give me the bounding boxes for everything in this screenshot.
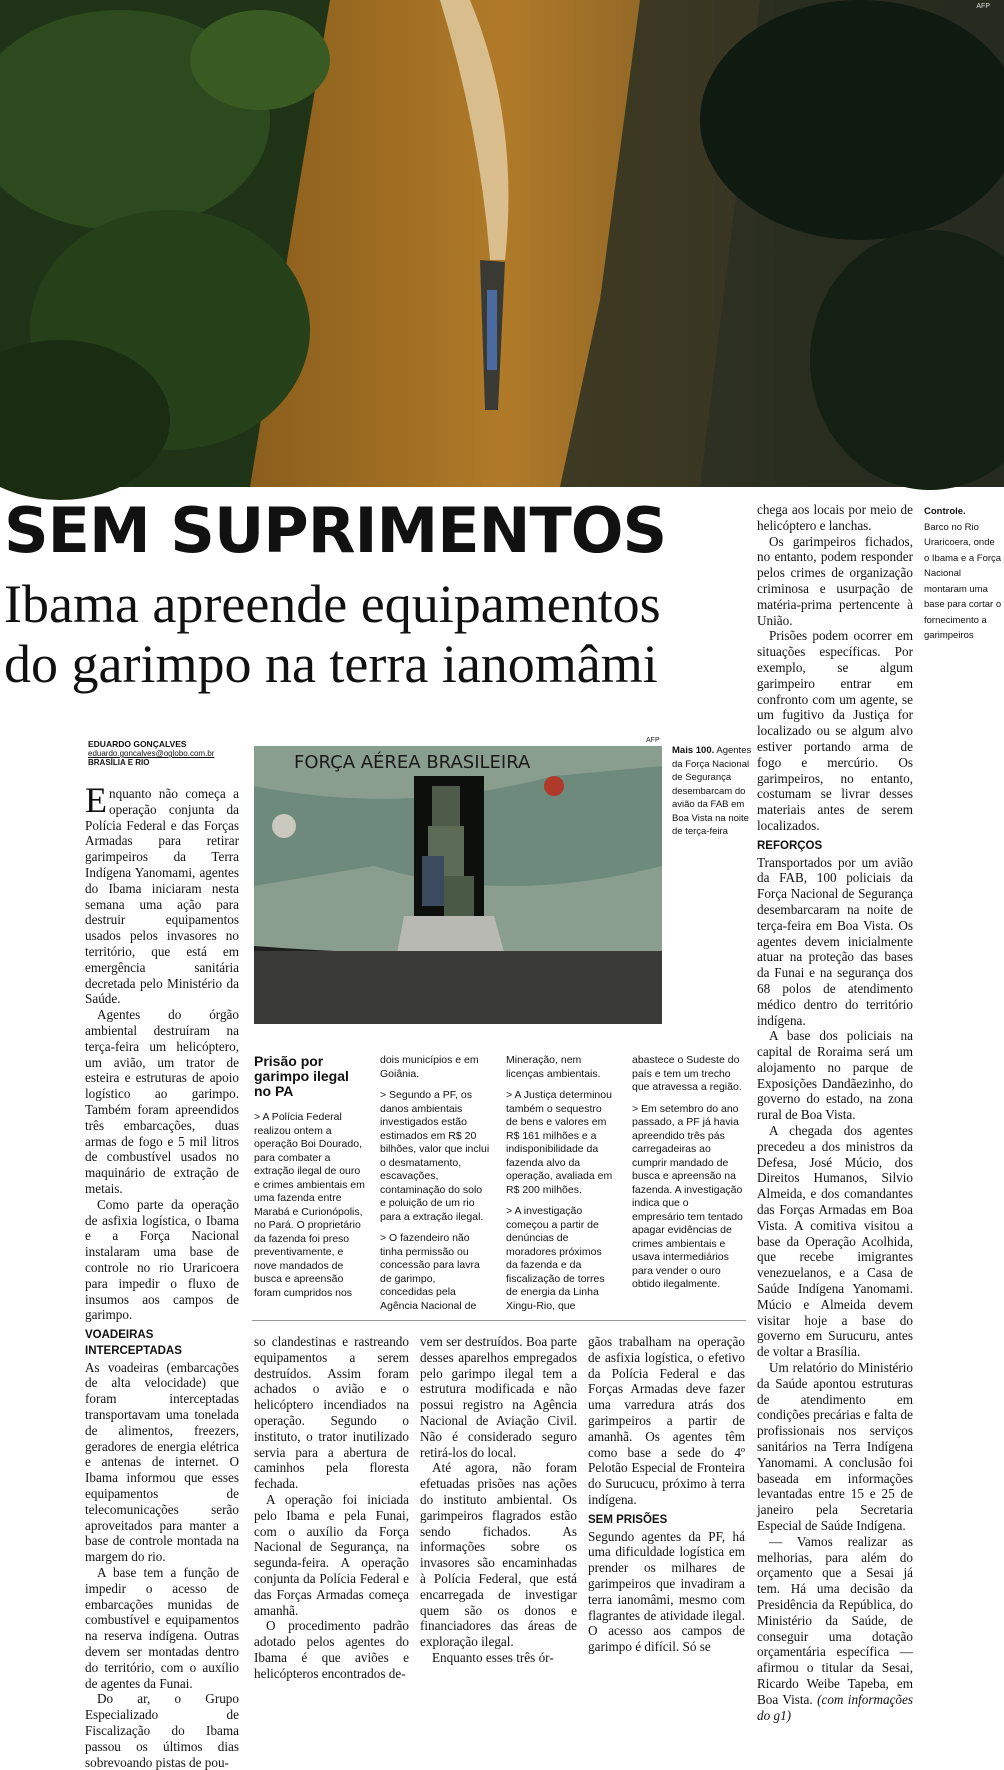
sidebar-item: > A Polícia Federal realizou ontem a operação Boi Dourado, para combater a extração ilegal de ouro e crimes ambientais em uma fazenda entre Marabá e Curionópolis, no Pará. O proprietário da fazenda foi preso preventivamente, e nove mandados de busca e apreensão foram cumpridos nos xyxy=(254,1111,365,1299)
aerial-river-illustration xyxy=(0,0,1004,487)
sidebar-divider xyxy=(252,1320,746,1321)
author-name: EDUARDO GONÇALVES xyxy=(88,739,187,749)
sidebar-item: > A Justiça determinou também o sequestro de bens e valores em R$ 161 milhões e a indisponibilidade da fazenda alvo da operação, avaliada em R$ 200 milhões. xyxy=(506,1089,613,1196)
article-column-3 xyxy=(420,1334,577,1665)
subheading: VOADEIRAS INTERCEPTADAS xyxy=(85,1329,182,1357)
sidebar-item: dois municípios e em Goiânia. xyxy=(380,1054,479,1080)
top-photo-credit: AFP xyxy=(976,3,990,10)
paragraph: A base dos policiais na capital de Roraima será um alojamento no parque de Exposições Dandãezinho, do governo do estado, na zona rural de Boa Vista. xyxy=(757,1028,913,1123)
paragraph: chega aos locais por meio de helicóptero e lanchas. xyxy=(757,502,913,533)
paragraph: gãos trabalham na operação de asfixia logística, o efetivo da Polícia Federal e das Forças Armadas deve fazer uma varredura atrás dos garimpeiros a partir de amanhã. Os agentes têm como base a sede do 4º Pelotão Especial de Fronteira do Surucucu, próximo à terra indígena. xyxy=(588,1334,745,1507)
article-column-1 xyxy=(85,780,239,1770)
paragraph: Os garimpeiros fichados, no entanto, podem responder pelos crimes de organização criminosa e usurpação de matéria-prima pertencente à União. xyxy=(757,533,913,628)
paragraph: Até agora, não foram efetuadas prisões nas ações do instituto ambiental. Os garimpeiros flagrados estão sendo fichados. As informações sobre os invasores são encaminhadas à Polícia Federal, que está encarregada de investigar quem são os donos e financiadores das áreas de exploração ilegal. xyxy=(420,1460,577,1650)
plane-caption-text: Agentes da Força Nacional de Segurança desembarcam do avião da FAB em Boa Vista na noite de terça-feira xyxy=(672,745,752,837)
paragraph: Prisões podem ocorrer em situações específicas. Por exemplo, se algum garimpeiro entrar em confronto com um agente, se um fugitivo da Justiça for localizado ou se algum alvo estiver portando arma de fogo e mercúrio. Os garimpeiros, no entanto, costumam se livrar desses materiais antes de serem localizados. xyxy=(757,628,913,833)
sidebar-box-col-1 xyxy=(254,1054,366,1308)
paragraph: — Vamos realizar as melhorias, para além do orçamento que a Sesai já tem. Há uma decisão da Presidência da República, do Ministério da Saúde, de conseguir uma dotação orçamentária específica — afirmou o titular da Sesai, Ricardo Weibe Tapeba, em Boa Vista. (com informações do g1) xyxy=(757,1533,913,1723)
author-email[interactable]: eduardo.goncalves@oglobo.com.br xyxy=(88,749,215,758)
byline xyxy=(88,740,248,767)
sidebar-box-col-3 xyxy=(506,1054,616,1321)
dateline: BRASÍLIA E RIO xyxy=(88,758,150,767)
paragraph: vem ser destruídos. Boa parte desses aparelhos empregados pelo garimpo ilegal tem a estrutura modificada e não possui registro na Agência Nacional de Aviação Civil. Não é considerado seguro retirá-los do local. xyxy=(420,1334,577,1460)
plane-photo xyxy=(254,746,662,1024)
paragraph: Transportados por um avião da FAB, 100 policiais da Força Nacional de Segurança desembarcaram na noite de terça-feira em Boa Vista. Os agentes devem inicialmente atuar na proteção das bases da Funai e na segurança dos 68 polos de atendimento médico dentro do território indígena. xyxy=(757,854,913,1028)
paragraph: O procedimento padrão adotado pelos agentes do Ibama é que aviões e helicópteros encontrados de- xyxy=(254,1618,409,1681)
paragraph: so clandestinas e rastreando equipamentos a serem destruídos. Assim foram achados o avião e o helicóptero incendiados na operação. Segundo o instituto, o trator inutilizado servia para a abertura de caminhos pela floresta fechada. xyxy=(254,1334,409,1492)
kicker-heading: SEM SUPRIMENTOS xyxy=(4,494,667,567)
sidebar-title: Prisão por garimpo ilegal no PA xyxy=(254,1053,349,1099)
article-column-4 xyxy=(588,1334,745,1655)
sidebar-item: > Segundo a PF, os danos ambientais investigados estão estimados em R$ 20 bilhões, valor que inclui o desmatamento, escavações, contaminação do solo e poluição de um rio para a extração ilegal. xyxy=(380,1089,490,1223)
sidebar-box-col-2 xyxy=(380,1054,490,1321)
paragraph: Enquanto não começa a operação conjunta da Polícia Federal e das Forças Armadas para retirar garimpeiros da Terra Indígena Yanomami, agentes do Ibama iniciaram nesta semana uma ação para destruir equipamentos usados pelos invasores no território, que está em emergência sanitária decretada pelo Ministério da Saúde. xyxy=(85,780,239,1007)
article-column-5 xyxy=(757,502,913,1723)
paragraph: A base tem a função de impedir o acesso de embarcações munidas de combustível e equipamentos na reserva indígena. Outras devem ser montadas dentro do território, com o auxílio de agentes da Funai. xyxy=(85,1565,239,1691)
paragraph: Do ar, o Grupo Especializado de Fiscalização do Ibama passou os últimos dias sobrevoando pistas de pou- xyxy=(85,1691,239,1770)
paragraph: Como parte da operação de asfixia logística, o Ibama e a Força Nacional instalaram uma base de controle no rio Uraricoera para impedir o fluxo de insumos aos campos de garimpo. xyxy=(85,1196,239,1323)
paragraph: Agentes do órgão ambiental destruíram na terça-feira um helicóptero, um avião, um trator de esteira e estruturas de apoio logístico ao garimpo. Também foram apreendidos três embarcações, duas armas de fogo e 5 mil litros de combustível usados no maquinário de extração de metais. xyxy=(85,1007,239,1196)
sidebar-item: abastece o Sudeste do país e tem um trecho que atravessa a região. xyxy=(632,1054,742,1093)
river-boat-photo xyxy=(0,0,1004,487)
sidebar-item: > A investigação começou a partir de denúncias de moradores próximos da fazenda e da fiscalização de torres de energia da Linha Xingu-Rio, que xyxy=(506,1205,605,1312)
paragraph: Um relatório do Ministério da Saúde apontou estruturas de atendimento em condições precárias e falta de profissionais nos serviços sanitários na Terra Indígena Yanomami. A conclusão foi baseada em informações levantadas entre 15 e 25 de janeiro pela Secretaria Especial de Saúde Indígena. xyxy=(757,1360,913,1533)
sidebar-box-col-4 xyxy=(632,1054,744,1300)
article-column-2 xyxy=(254,1334,409,1681)
plane-caption-title: Mais 100. xyxy=(672,745,715,756)
top-photo-caption xyxy=(924,504,1002,644)
top-caption-text: Barco no Rio Uraricoera, onde o Ibama e a Força Nacional montaram uma base para cortar o fornecimento a garimpeiros xyxy=(924,521,1002,641)
sidebar-item: Mineração, nem licenças ambientais. xyxy=(506,1054,601,1080)
fuselage-text: FORÇA AÉREA BRASILEIRA xyxy=(294,752,531,773)
paragraph: A chegada dos agentes precedeu a dos ministros da Defesa, José Múcio, dos Direitos Humanos, Silvio Almeida, e dos comandantes das Forças Armadas em Boa Vista. A comitiva visitou a base da Operação Acolhida, que recebe imigrantes venezuelanos, e a Casa de Saúde Indígena Yanomami. Múcio e Almeida devem visitar hoje a base do governo em Surucuru, antes de voltar a Brasília. xyxy=(757,1123,913,1360)
paragraph: As voadeiras (embarcações de alta velocidade) que foram interceptadas transportavam uma tonelada de alimentos, freezers, geradores de energia elétrica e antenas de internet. O Ibama informou que esses equipamentos de telecomunicações serão aproveitados para manter a base de controle montada na margem do rio. xyxy=(85,1359,239,1565)
sidebar-item: > O fazendeiro não tinha permissão ou concessão para lavra de garimpo, concedidas pela Agência Nacional de xyxy=(380,1232,480,1312)
paragraph: Segundo agentes da PF, há uma dificuldade logística em prender os milhares de garimpeiros que invadiram a terra ianomâmi, mesmo com flagrantes de atividade ilegal. O acesso aos campos de garimpo é difícil. Só se xyxy=(588,1528,745,1655)
subheading: REFORÇOS xyxy=(757,839,823,852)
plane-illustration xyxy=(254,746,662,1024)
page-title: Ibama apreende equipamentos do garimpo na terra ianomâmi xyxy=(4,574,661,694)
paragraph: Enquanto esses três ór- xyxy=(432,1649,554,1665)
plane-caption xyxy=(672,744,752,839)
drop-cap: E xyxy=(85,780,107,820)
sidebar-item: > Em setembro do ano passado, a PF já havia apreendido três pás carregadeiras ao cumprir mandado de busca e apreensão na fazenda. A investigação indica que o empresário tem tentado apagar evidências de crimes ambientais e usava intermediários para vender o ouro obtido ilegalmente. xyxy=(632,1102,743,1290)
attribution: (com informações do g1) xyxy=(757,1691,913,1723)
plane-photo-credit: AFP xyxy=(646,737,660,744)
top-caption-title: Controle. xyxy=(924,506,966,517)
subheading: SEM PRISÕES xyxy=(588,1513,668,1526)
paragraph: A operação foi iniciada pelo Ibama e pela Funai, com o auxílio da Força Nacional de Segurança, na segunda-feira. A operação conjunta da Polícia Federal e das Forças Armadas começa amanhã. xyxy=(254,1491,409,1618)
